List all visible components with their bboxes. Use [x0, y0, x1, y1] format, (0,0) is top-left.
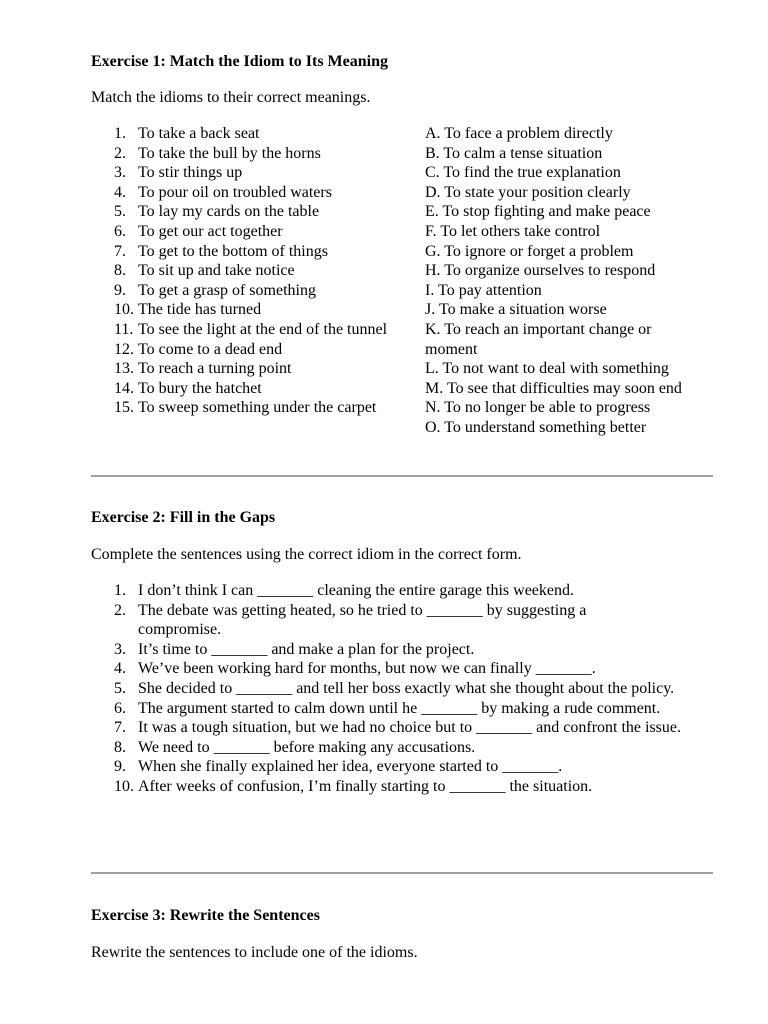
item-number: 1.	[114, 582, 126, 599]
item-number: 5.	[114, 679, 126, 697]
sentence-text: It was a tough situation, but we had no choice but to _______ and confront the issue.	[138, 719, 682, 737]
list-item	[114, 757, 714, 777]
idiom-text: To get our act together	[138, 222, 283, 240]
meaning-text: B. To calm a tense situation	[425, 144, 603, 162]
list-item	[114, 379, 398, 399]
exercise1-instruction: Match the idioms to their correct meanings.	[91, 89, 371, 106]
idiom-list	[114, 124, 398, 418]
list-item	[114, 202, 398, 222]
meaning-text: N. To no longer be able to progress	[425, 399, 651, 417]
meaning-text: J. To make a situation worse	[425, 301, 607, 319]
sentence-text: When she finally explained her idea, everyone started to _______.	[138, 758, 563, 776]
meaning-text: G. To ignore or forget a problem	[425, 242, 634, 260]
list-item	[114, 300, 398, 320]
sentence-list	[114, 581, 714, 797]
meaning-item	[425, 261, 715, 281]
meaning-item	[425, 202, 715, 222]
item-number: 14.	[114, 379, 134, 397]
exercise3-heading: Exercise 3: Rewrite the Sentences	[91, 907, 320, 924]
idiom-text: To pour oil on troubled waters	[138, 183, 332, 201]
item-number: 4.	[114, 183, 126, 201]
idiom-text: To take the bull by the horns	[138, 144, 321, 162]
idiom-text: To take a back seat	[138, 125, 260, 142]
idiom-text: The tide has turned	[138, 301, 262, 319]
meaning-item	[425, 242, 715, 262]
meaning-text: A. To face a problem directly	[425, 125, 613, 142]
list-item	[114, 640, 714, 660]
sentence-text: We need to _______ before making any accusations.	[138, 738, 476, 756]
item-number: 3.	[114, 164, 126, 182]
item-number: 13.	[114, 360, 134, 378]
meaning-text: L. To not want to deal with something	[425, 360, 669, 378]
item-number: 11.	[114, 320, 134, 338]
item-number: 9.	[114, 758, 126, 776]
meaning-text: O. To understand something better	[425, 418, 647, 436]
list-item	[114, 398, 398, 418]
list-item	[114, 261, 398, 281]
item-number: 1.	[114, 125, 126, 142]
list-item	[114, 124, 398, 144]
idiom-text: To get a grasp of something	[138, 281, 316, 299]
meaning-text: H. To organize ourselves to respond	[425, 262, 656, 280]
exercise2-instruction: Complete the sentences using the correct idiom in the correct form.	[91, 546, 522, 563]
item-number: 3.	[114, 640, 126, 658]
idiom-text: To lay my cards on the table	[138, 203, 320, 221]
meaning-text: C. To find the true explanation	[425, 164, 621, 182]
list-item	[114, 581, 714, 601]
sentence-text: After weeks of confusion, I’m finally starting to _______ the situation.	[138, 777, 593, 795]
sentence-text: It’s time to _______ and make a plan for the project.	[138, 640, 475, 658]
item-number: 4.	[114, 660, 126, 678]
item-number: 8.	[114, 262, 126, 280]
sentence-text: We’ve been working hard for months, but now we can finally _______.	[138, 660, 596, 678]
item-number: 6.	[114, 699, 126, 717]
list-item	[114, 777, 714, 797]
sentence-text: She decided to _______ and tell her boss exactly what she thought about the policy.	[138, 679, 675, 697]
meaning-item	[425, 379, 715, 399]
meaning-item	[425, 320, 715, 359]
list-item	[114, 320, 398, 340]
idiom-text: To get to the bottom of things	[138, 242, 328, 260]
meaning-item	[425, 163, 715, 183]
list-item	[114, 359, 398, 379]
meaning-item	[425, 398, 715, 418]
meaning-list	[425, 124, 715, 438]
list-item	[114, 718, 714, 738]
meaning-text: K. To reach an important change or moment	[425, 320, 652, 358]
item-number: 2.	[114, 601, 126, 619]
item-number: 15.	[114, 399, 134, 417]
idiom-text: To sweep something under the carpet	[138, 399, 377, 417]
meaning-item	[425, 281, 715, 301]
idiom-text: To sit up and take notice	[138, 262, 295, 280]
list-item	[114, 222, 398, 242]
list-item	[114, 601, 714, 640]
item-number: 6.	[114, 222, 126, 240]
list-item	[114, 699, 714, 719]
sentence-text: The argument started to calm down until he _______ by making a rude comment.	[138, 699, 661, 717]
list-item	[114, 659, 714, 679]
meaning-item	[425, 222, 715, 242]
section-divider	[91, 872, 713, 874]
item-number: 10.	[114, 301, 134, 319]
item-number: 2.	[114, 144, 126, 162]
list-item	[114, 183, 398, 203]
list-item	[114, 242, 398, 262]
meaning-item	[425, 300, 715, 320]
sentence-text: The debate was getting heated, so he tried to _______ by suggesting a compromise.	[138, 601, 587, 639]
meaning-item	[425, 418, 715, 438]
meaning-item	[425, 183, 715, 203]
list-item	[114, 163, 398, 183]
meaning-text: M. To see that difficulties may soon end	[425, 379, 682, 397]
item-number: 8.	[114, 738, 126, 756]
meaning-text: E. To stop fighting and make peace	[425, 203, 651, 221]
section-divider	[91, 475, 713, 477]
item-number: 12.	[114, 340, 134, 358]
list-item	[114, 281, 398, 301]
sentence-text: I don’t think I can _______ cleaning the entire garage this weekend.	[138, 582, 575, 599]
item-number: 10.	[114, 777, 134, 795]
meaning-item	[425, 124, 715, 144]
meaning-text: I. To pay attention	[425, 281, 542, 299]
list-item	[114, 340, 398, 360]
meaning-text: F. To let others take control	[425, 222, 601, 240]
exercise3-instruction: Rewrite the sentences to include one of the idioms.	[91, 944, 418, 961]
item-number: 9.	[114, 281, 126, 299]
item-number: 7.	[114, 719, 126, 737]
list-item	[114, 738, 714, 758]
idiom-text: To bury the hatchet	[138, 379, 262, 397]
item-number: 7.	[114, 242, 126, 260]
list-item	[114, 679, 714, 699]
idiom-text: To see the light at the end of the tunnel	[138, 320, 388, 338]
list-item	[114, 144, 398, 164]
meaning-text: D. To state your position clearly	[425, 183, 631, 201]
idiom-text: To come to a dead end	[138, 340, 283, 358]
idiom-text: To stir things up	[138, 164, 243, 182]
item-number: 5.	[114, 203, 126, 221]
meaning-item	[425, 359, 715, 379]
exercise2-heading: Exercise 2: Fill in the Gaps	[91, 509, 276, 526]
idiom-text: To reach a turning point	[138, 360, 292, 378]
meaning-item	[425, 144, 715, 164]
exercise1-heading: Exercise 1: Match the Idiom to Its Meaning	[91, 53, 388, 70]
